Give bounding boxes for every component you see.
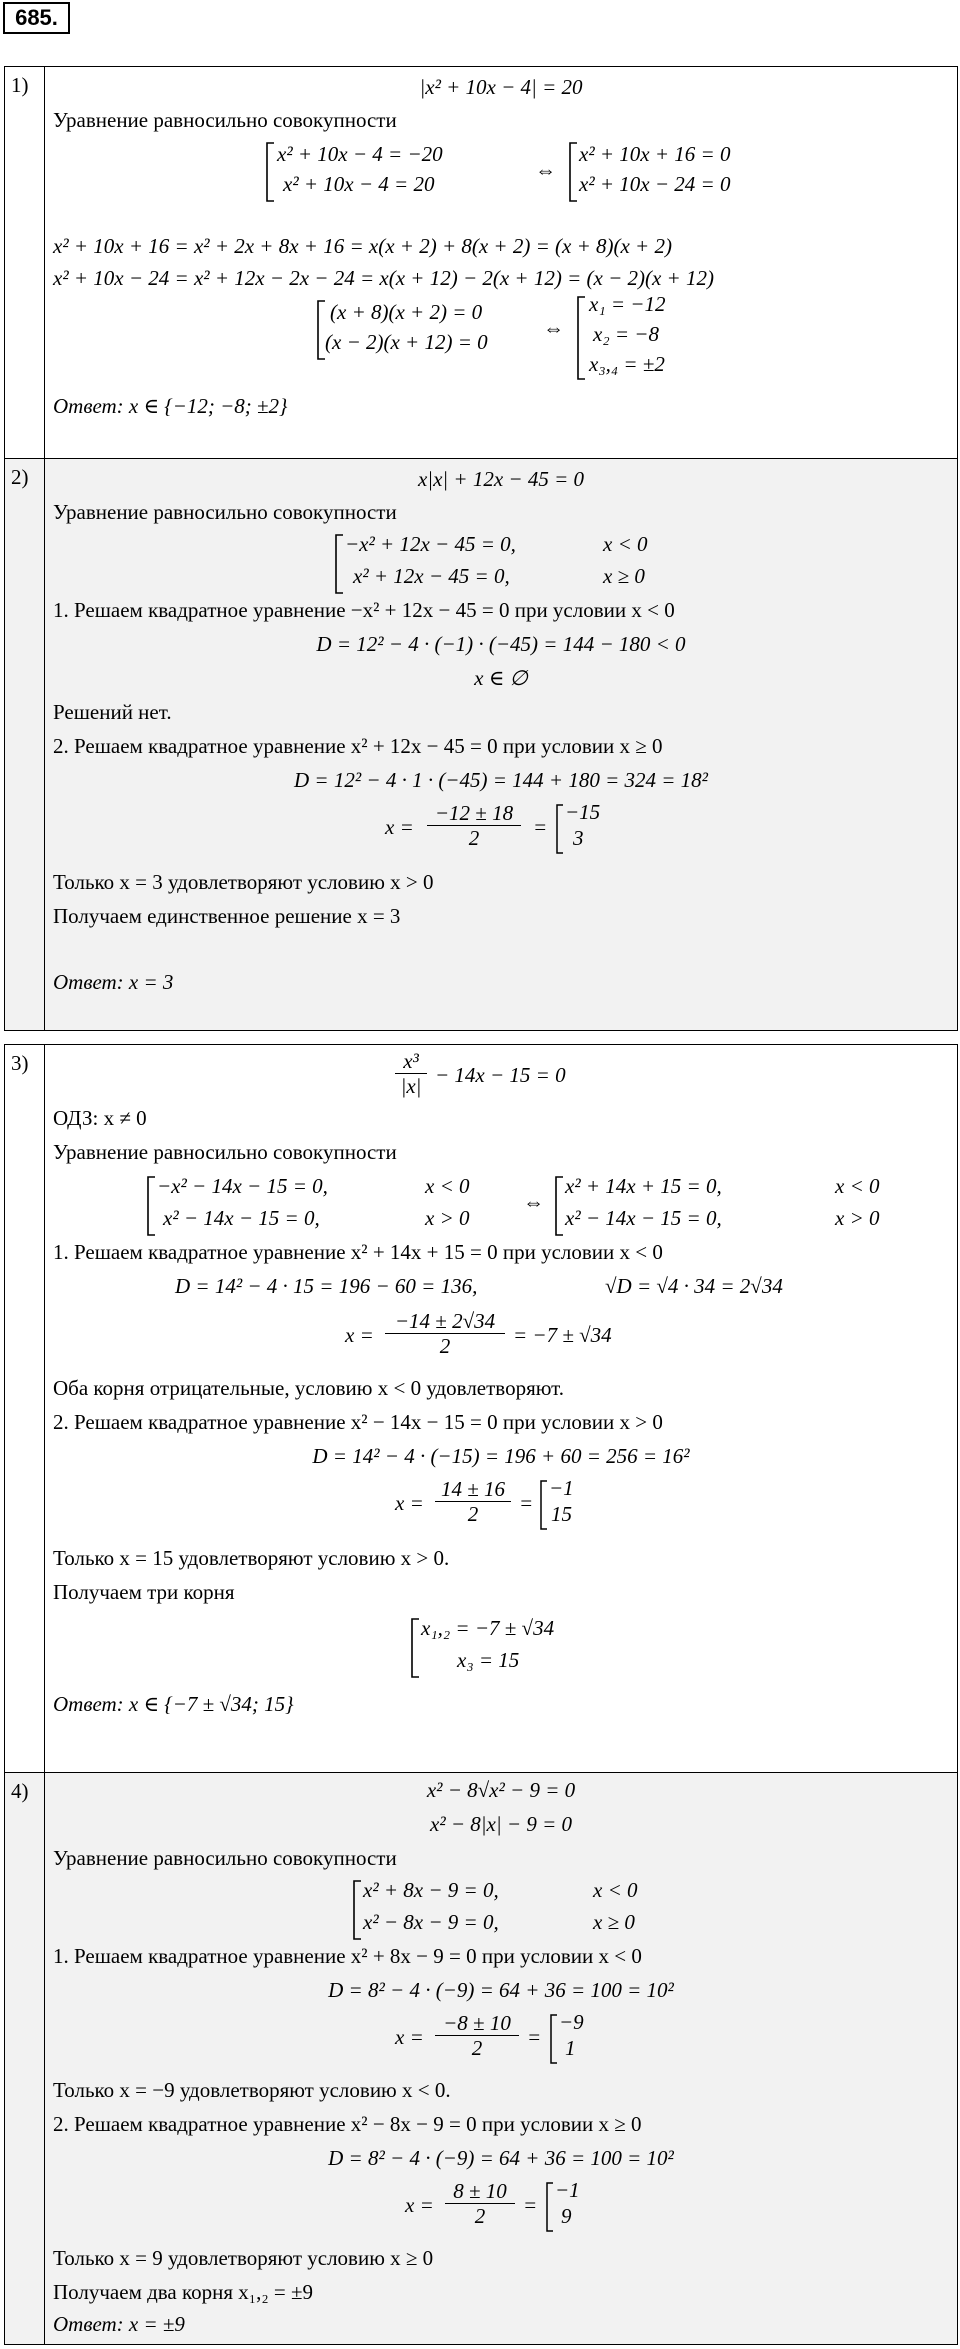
- p2-answer: [45, 965, 957, 999]
- p4-xb-eq: =: [523, 2193, 538, 2217]
- p3-answer: [45, 1687, 957, 1721]
- p1-intro: Уравнение равносильно совокупности: [53, 108, 397, 132]
- p3-x2-numerator: 14 ± 16: [435, 1477, 511, 1502]
- p3-system-a-line2-cond: x > 0: [425, 1206, 470, 1230]
- p2-equation: x|x| + 12x − 45 = 0: [417, 467, 585, 491]
- p4-only-condition-1: Только x = −9 удовлетворяют условию x < 0.: [53, 2078, 451, 2102]
- p3-system-a-line2: x² − 14x − 15 = 0,: [163, 1206, 320, 1230]
- p2-system-line1: −x² + 12x − 45 = 0,: [345, 532, 516, 556]
- p1-system-b-line2: x² + 10x − 24 = 0: [579, 172, 731, 196]
- p3-step2: 2. Решаем квадратное уравнение x² − 14x − 15 = 0 при условии x > 0: [53, 1410, 663, 1434]
- p3-x2-eq: =: [519, 1491, 534, 1515]
- p2-empty-set: x ∈ ∅: [474, 666, 528, 690]
- p1-answer: [45, 389, 957, 423]
- problem-2-row: [5, 459, 957, 1030]
- p4-xb-bracket: [545, 2181, 555, 2233]
- p1-answer-value: : x ∈ {−12; −8; ±2}: [116, 394, 288, 418]
- p4-xb-root1: −1: [555, 2178, 580, 2202]
- p1-factor-line2: x² + 10x − 24 = x² + 12x − 2x − 24 = x(x + 12) − 2(x + 12) = (x − 2)(x + 12): [53, 266, 714, 290]
- p4-xa-denominator: 2: [471, 2036, 483, 2060]
- p1-system-a-line1: x² + 10x − 4 = −20: [277, 142, 443, 166]
- p4-xa-fraction: [435, 2011, 519, 2060]
- p3-final-root2: x₃ = 15: [457, 1648, 520, 1672]
- p3-answer-label: Ответ: [53, 1692, 117, 1716]
- p1-roots-line3: x₃,₄ = ±2: [589, 352, 665, 376]
- p3-discriminant2: D = 14² − 4 · (−15) = 196 + 60 = 256 = 16²: [312, 1444, 690, 1468]
- p3-system-b-line2: x² − 14x − 15 = 0,: [565, 1206, 722, 1230]
- p4-xa-eq: =: [527, 2025, 542, 2049]
- problem-3-content: [45, 1045, 957, 1772]
- p2-answer-label: Ответ: [53, 970, 117, 994]
- p4-answer-value: : x = ±9: [116, 2312, 185, 2336]
- p4-xb-lhs: x =: [405, 2193, 434, 2217]
- p4-two-roots: Получаем два корня x₁,₂ = ±9: [53, 2280, 314, 2304]
- p2-eq-sign: =: [533, 815, 548, 839]
- problem-4-number: 4): [5, 1773, 45, 2344]
- p3-x1-lhs: x =: [345, 1323, 374, 1347]
- p2-discriminant2: D = 12² − 4 · 1 · (−45) = 144 + 180 = 324 = 18²: [294, 768, 708, 792]
- p3-final-root1: x₁,₂ = −7 ± √34: [421, 1616, 555, 1640]
- p4-answer: [45, 2307, 957, 2341]
- p4-step1: 1. Решаем квадратное уравнение x² + 8x − 9 = 0 при условии x < 0: [53, 1944, 642, 1968]
- p3-step1: 1. Решаем квадратное уравнение x² + 14x + 15 = 0 при условии x < 0: [53, 1240, 663, 1264]
- problem-3-number: 3): [5, 1045, 45, 1772]
- p3-eq-numerator: x³: [395, 1049, 427, 1074]
- p3-eq-denominator: |x|: [400, 1074, 422, 1098]
- solution-table-1: [4, 66, 958, 1031]
- p2-root2: 3: [573, 826, 584, 850]
- p2-answer-value: : x = 3: [116, 970, 174, 994]
- p3-odz: ОДЗ: x ≠ 0: [53, 1106, 147, 1130]
- p3-x2-root2: 15: [551, 1502, 572, 1526]
- problem-number: 685.: [3, 2, 70, 34]
- p4-xa-root1: −9: [559, 2010, 584, 2034]
- p1-system-a-line2: x² + 10x − 4 = 20: [283, 172, 435, 196]
- problem-2-content: [45, 459, 957, 1030]
- p4-only-condition-2: Только x = 9 удовлетворяют условию x ≥ 0: [53, 2246, 434, 2270]
- p3-only-condition: Только x = 15 удовлетворяют условию x > 0.: [53, 1546, 450, 1570]
- p3-system-b-line1: x² + 14x + 15 = 0,: [565, 1174, 722, 1198]
- p2-system-line2-cond: x ≥ 0: [603, 564, 645, 588]
- p3-x1-fraction: [385, 1309, 505, 1358]
- p3-x2-fraction: [435, 1477, 511, 1526]
- p1-roots-line2: x₂ = −8: [593, 322, 659, 346]
- p2-bracket: [333, 533, 345, 595]
- p1-factor-line1: x² + 10x + 16 = x² + 2x + 8x + 16 = x(x + 2) + 8(x + 2) = (x + 8)(x + 2): [53, 234, 672, 258]
- p1-equation: |x² + 10x − 4| = 20: [419, 75, 583, 99]
- p3-system-a-line1-cond: x < 0: [425, 1174, 470, 1198]
- p3-x1-numerator: −14 ± 2√34: [385, 1309, 505, 1334]
- p2-intro: Уравнение равносильно совокупности: [53, 500, 397, 524]
- p1-system-c-line1: (x + 8)(x + 2) = 0: [330, 300, 483, 324]
- p2-fraction: [427, 801, 521, 850]
- p3-sqrt-d: √D = √4 · 34 = 2√34: [605, 1274, 783, 1298]
- p1-bracket-a: [264, 141, 276, 203]
- p2-no-solutions: Решений нет.: [53, 700, 172, 724]
- p3-x1-rhs: = −7 ± √34: [513, 1323, 612, 1347]
- p4-discriminant1: D = 8² − 4 · (−9) = 64 + 36 = 100 = 10²: [328, 1978, 674, 2002]
- p2-step1: 1. Решаем квадратное уравнение −x² + 12x − 45 = 0 при условии x < 0: [53, 598, 675, 622]
- p2-discriminant1: D = 12² − 4 · (−1) · (−45) = 144 − 180 < 0: [316, 632, 686, 656]
- p4-system-line1-cond: x < 0: [593, 1878, 638, 1902]
- p4-xb-fraction: [445, 2179, 515, 2228]
- p2-only-condition: Только x = 3 удовлетворяют условию x > 0: [53, 870, 434, 894]
- problem-1-row: [5, 67, 957, 459]
- solution-table-2: [4, 1044, 958, 2345]
- p4-intro: Уравнение равносильно совокупности: [53, 1846, 397, 1870]
- p4-xa-root2: 1: [565, 2036, 576, 2060]
- p3-bracket-b: [553, 1175, 565, 1237]
- p4-bracket: [351, 1879, 363, 1941]
- p1-system-b-line1: x² + 10x + 16 = 0: [579, 142, 731, 166]
- p2-system-line1-cond: x < 0: [603, 532, 648, 556]
- p3-x1-denominator: 2: [439, 1334, 451, 1358]
- p1-system-c-line2: (x − 2)(x + 12) = 0: [325, 330, 488, 354]
- p4-system-line2: x² − 8x − 9 = 0,: [363, 1910, 499, 1934]
- p3-x2-root1: −1: [549, 1476, 574, 1500]
- p4-system-line1: x² + 8x − 9 = 0,: [363, 1878, 499, 1902]
- problem-4-content: [45, 1773, 957, 2344]
- p3-eq-rest: − 14x − 15 = 0: [435, 1063, 566, 1087]
- p1-answer-label: Ответ: [53, 394, 117, 418]
- problem-3-row: [5, 1045, 957, 1773]
- p4-equation1: x² − 8√x² − 9 = 0: [426, 1778, 576, 1802]
- p4-discriminant2: D = 8² − 4 · (−9) = 64 + 36 = 100 = 10²: [328, 2146, 674, 2170]
- p4-xa-numerator: −8 ± 10: [435, 2011, 519, 2036]
- p3-eq-fraction: [395, 1049, 427, 1098]
- p4-answer-label: Ответ: [53, 2312, 117, 2336]
- problem-4-row: [5, 1773, 957, 2344]
- p4-xa-lhs: x =: [395, 2025, 424, 2049]
- p4-xb-root2: 9: [561, 2204, 572, 2228]
- p3-both-roots: Оба корня отрицательные, условию x < 0 удовлетворяют.: [53, 1376, 564, 1400]
- p2-fraction-denominator: 2: [468, 826, 480, 850]
- p2-step2: 2. Решаем квадратное уравнение x² + 12x − 45 = 0 при условии x ≥ 0: [53, 734, 663, 758]
- p1-iff: ⇔: [535, 158, 556, 182]
- p1-brace-d: [575, 295, 587, 381]
- p3-system-b-line1-cond: x < 0: [835, 1174, 880, 1198]
- p3-x2-lhs: x =: [395, 1491, 424, 1515]
- p3-system-b-line2-cond: x > 0: [835, 1206, 880, 1230]
- p3-x2-bracket: [539, 1479, 549, 1531]
- p1-bracket-b: [567, 141, 579, 203]
- p1-roots-line1: x₁ = −12: [589, 292, 666, 316]
- p2-unique-solution: Получаем единственное решение x = 3: [53, 904, 401, 928]
- p4-step2: 2. Решаем квадратное уравнение x² − 8x − 9 = 0 при условии x ≥ 0: [53, 2112, 642, 2136]
- problem-1-number: 1): [5, 67, 45, 458]
- p3-x2-denominator: 2: [467, 1502, 479, 1526]
- p3-bracket-a: [145, 1175, 157, 1237]
- p4-xb-numerator: 8 ± 10: [445, 2179, 515, 2204]
- p2-root-bracket: [555, 803, 565, 855]
- problem-1-content: [45, 67, 957, 458]
- p4-xa-bracket: [549, 2013, 559, 2065]
- p3-answer-value: : x ∈ {−7 ± √34; 15}: [116, 1692, 294, 1716]
- p3-three-roots: Получаем три корня: [53, 1580, 235, 1604]
- p3-iff: ⇔: [523, 1190, 544, 1214]
- p3-intro: Уравнение равносильно совокупности: [53, 1140, 397, 1164]
- p4-system-line2-cond: x ≥ 0: [593, 1910, 635, 1934]
- p2-x-lhs: x =: [385, 815, 414, 839]
- p4-xb-denominator: 2: [474, 2204, 486, 2228]
- p3-final-bracket: [409, 1617, 421, 1679]
- p3-discriminant1: D = 14² − 4 · 15 = 196 − 60 = 136,: [175, 1274, 478, 1298]
- p1-iff-2: ⇔: [543, 316, 564, 340]
- problem-2-number: 2): [5, 459, 45, 1030]
- p3-system-a-line1: −x² − 14x − 15 = 0,: [157, 1174, 328, 1198]
- p2-system-line2: x² + 12x − 45 = 0,: [353, 564, 510, 588]
- p2-root1: −15: [565, 800, 601, 824]
- p2-fraction-numerator: −12 ± 18: [427, 801, 521, 826]
- p4-equation2: x² − 8|x| − 9 = 0: [430, 1812, 572, 1836]
